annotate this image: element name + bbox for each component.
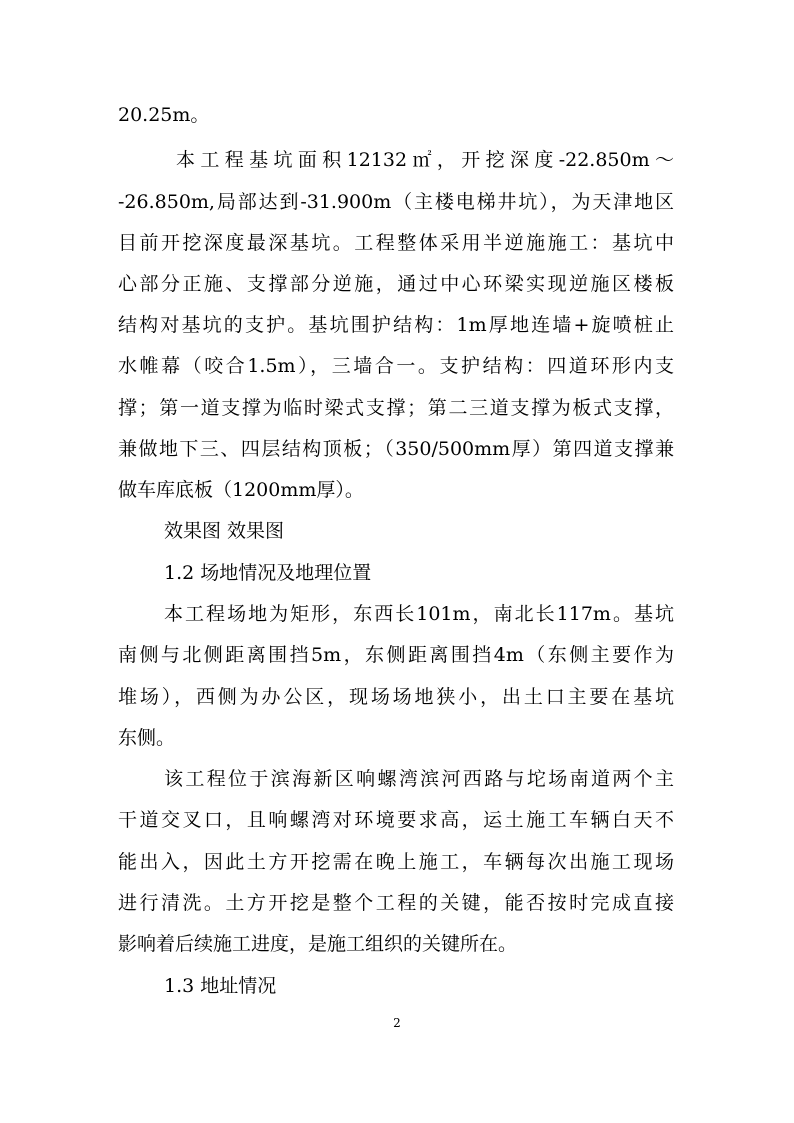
text-line: 兼做地下三、四层结构顶板；（350/500mm厚）第四道支撑兼 — [118, 438, 674, 460]
text-line: 该工程位于滨海新区响螺湾滨河西路与坨场南道两个主 — [164, 768, 674, 790]
page-number: 2 — [393, 1016, 401, 1030]
text-line: 能出入，因此土方开挖需在晚上施工，车辆每次出施工现场 — [118, 851, 674, 873]
figure-caption: 效果图 效果图 — [164, 520, 285, 542]
text-line: 心部分正施、支撑部分逆施，通过中心环梁实现逆施区楼板 — [118, 273, 674, 295]
text-line: 本工程场地为矩形，东西长101m，南北长117m。基坑 — [164, 603, 674, 625]
text-line: 目前开挖深度最深基坑。工程整体采用半逆施施工：基坑中 — [118, 232, 674, 254]
text-line: 南侧与北侧距离围挡5m，东侧距离围挡4m（东侧主要作为 — [118, 644, 674, 666]
text-line: 进行清洗。土方开挖是整个工程的关键，能否按时完成直接 — [118, 892, 674, 914]
text-line: 20.25m。 — [118, 104, 210, 126]
text-line: 结构对基坑的支护。基坑围护结构：1m厚地连墙+旋喷桩止 — [118, 314, 674, 336]
text-line: 水帷幕（咬合1.5m），三墙合一。支护结构：四道环形内支 — [118, 355, 674, 377]
text-line: 本工程基坑面积12132㎡，开挖深度-22.850m～ — [176, 149, 674, 171]
text-line: 堆场），西侧为办公区，现场场地狭小，出土口主要在基坑 — [118, 686, 674, 708]
text-line: 撑；第一道支撑为临时梁式支撑；第二三道支撑为板式支撑， — [118, 397, 674, 419]
section-heading: 1.3 地址情况 — [164, 975, 277, 997]
text-line: 影响着后续施工进度，是施工组织的关键所在。 — [118, 933, 518, 955]
text-line: 做车库底板（1200mm厚）。 — [118, 479, 364, 501]
section-heading: 1.2 场地情况及地理位置 — [164, 562, 372, 584]
text-line: 东侧。 — [118, 727, 176, 749]
text-line: 干道交叉口，且响螺湾对环境要求高，运土施工车辆白天不 — [118, 809, 674, 831]
text-line: -26.850m,局部达到-31.900m（主楼电梯井坑），为天津地区 — [118, 191, 674, 213]
